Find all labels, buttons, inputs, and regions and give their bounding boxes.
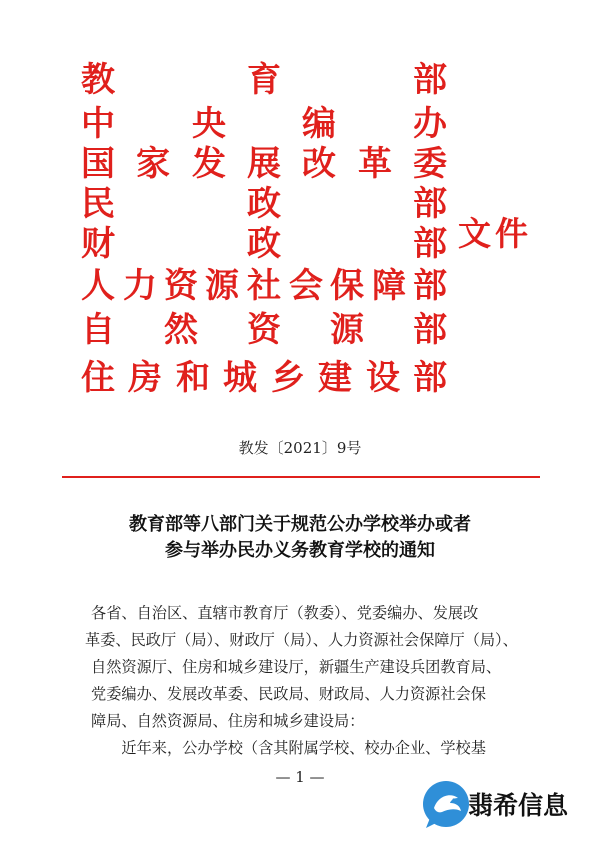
dept-char: 建 [318,358,352,398]
dept-char: 自 [81,310,115,350]
dept-char: 育 [247,60,281,100]
watermark [420,776,590,836]
dept-char: 民 [81,184,115,224]
document-header [0,0,600,410]
document-title [0,512,600,564]
dept-char: 教 [81,60,115,100]
body-line: 党委编办、发展改革委、民政局、财政局、人力资源社会保 [91,685,486,703]
dept-row-5 [78,224,450,264]
dept-char: 央 [192,104,226,144]
dept-char: 设 [366,358,400,398]
body-line: 障局、自然资源局、住房和城乡建设局： [91,712,365,730]
dept-char: 展 [247,144,281,184]
dept-char: 部 [413,310,447,350]
dept-char: 住 [81,358,115,398]
dept-row-8 [78,358,450,398]
body-line: 各省、自治区、直辖市教育厅（教委）、党委编办、发展改 [91,604,479,622]
dept-char: 部 [413,184,447,224]
dept-char: 改 [302,144,336,184]
red-separator-line [62,476,540,478]
dept-char: 社 [247,266,281,306]
dept-char: 政 [247,224,281,264]
document-suffix: 文件 [458,214,532,253]
dept-char: 源 [205,266,239,306]
dept-char: 资 [247,310,281,350]
dept-char: 资 [164,266,198,306]
dept-row-1 [78,60,450,100]
dept-row-6 [78,266,450,306]
dept-char: 源 [330,310,364,350]
dept-char: 人 [81,266,115,306]
dept-char: 障 [372,266,406,306]
dept-char: 乡 [271,358,305,398]
dept-char: 部 [413,224,447,264]
dept-char: 革 [358,144,392,184]
dept-char: 部 [413,266,447,306]
dept-char: 保 [330,266,364,306]
dept-char: 力 [123,266,157,306]
document-number: 教发〔2021〕9号 [238,439,362,457]
body-line: 革委、民政厅（局）、财政厅（局）、人力资源社会保障厅（局）、 [85,631,518,649]
page-number: — 1 — [275,768,325,786]
dept-row-7 [78,310,450,350]
dept-char: 办 [413,104,447,144]
bird-bubble-icon [420,778,472,830]
dept-char: 中 [81,104,115,144]
dept-char: 家 [136,144,170,184]
title-line: 教育部等八部门关于规范公办学校举办或者 [129,514,471,535]
dept-char: 发 [192,144,226,184]
body-line: 自然资源厅、住房和城乡建设厅，新疆生产建设兵团教育局、 [91,658,502,676]
dept-char: 部 [413,358,447,398]
dept-char: 委 [413,144,447,184]
dept-char: 城 [223,358,257,398]
dept-char: 国 [81,144,115,184]
dept-char: 财 [81,224,115,264]
dept-char: 和 [176,358,210,398]
dept-row-2 [78,104,450,144]
title-line: 参与举办民办义务教育学校的通知 [165,540,435,561]
watermark-text: 翡希信息 [468,791,569,820]
dept-row-3 [78,144,450,184]
dept-char: 然 [164,310,198,350]
dept-char: 部 [413,60,447,100]
document-body [85,600,521,762]
body-line: 近年来，公办学校（含其附属学校、校办企业、学校基 [91,739,486,757]
dept-row-4 [78,184,450,224]
dept-char: 政 [247,184,281,224]
dept-char: 会 [289,266,323,306]
dept-char: 房 [128,358,162,398]
dept-char: 编 [302,104,336,144]
